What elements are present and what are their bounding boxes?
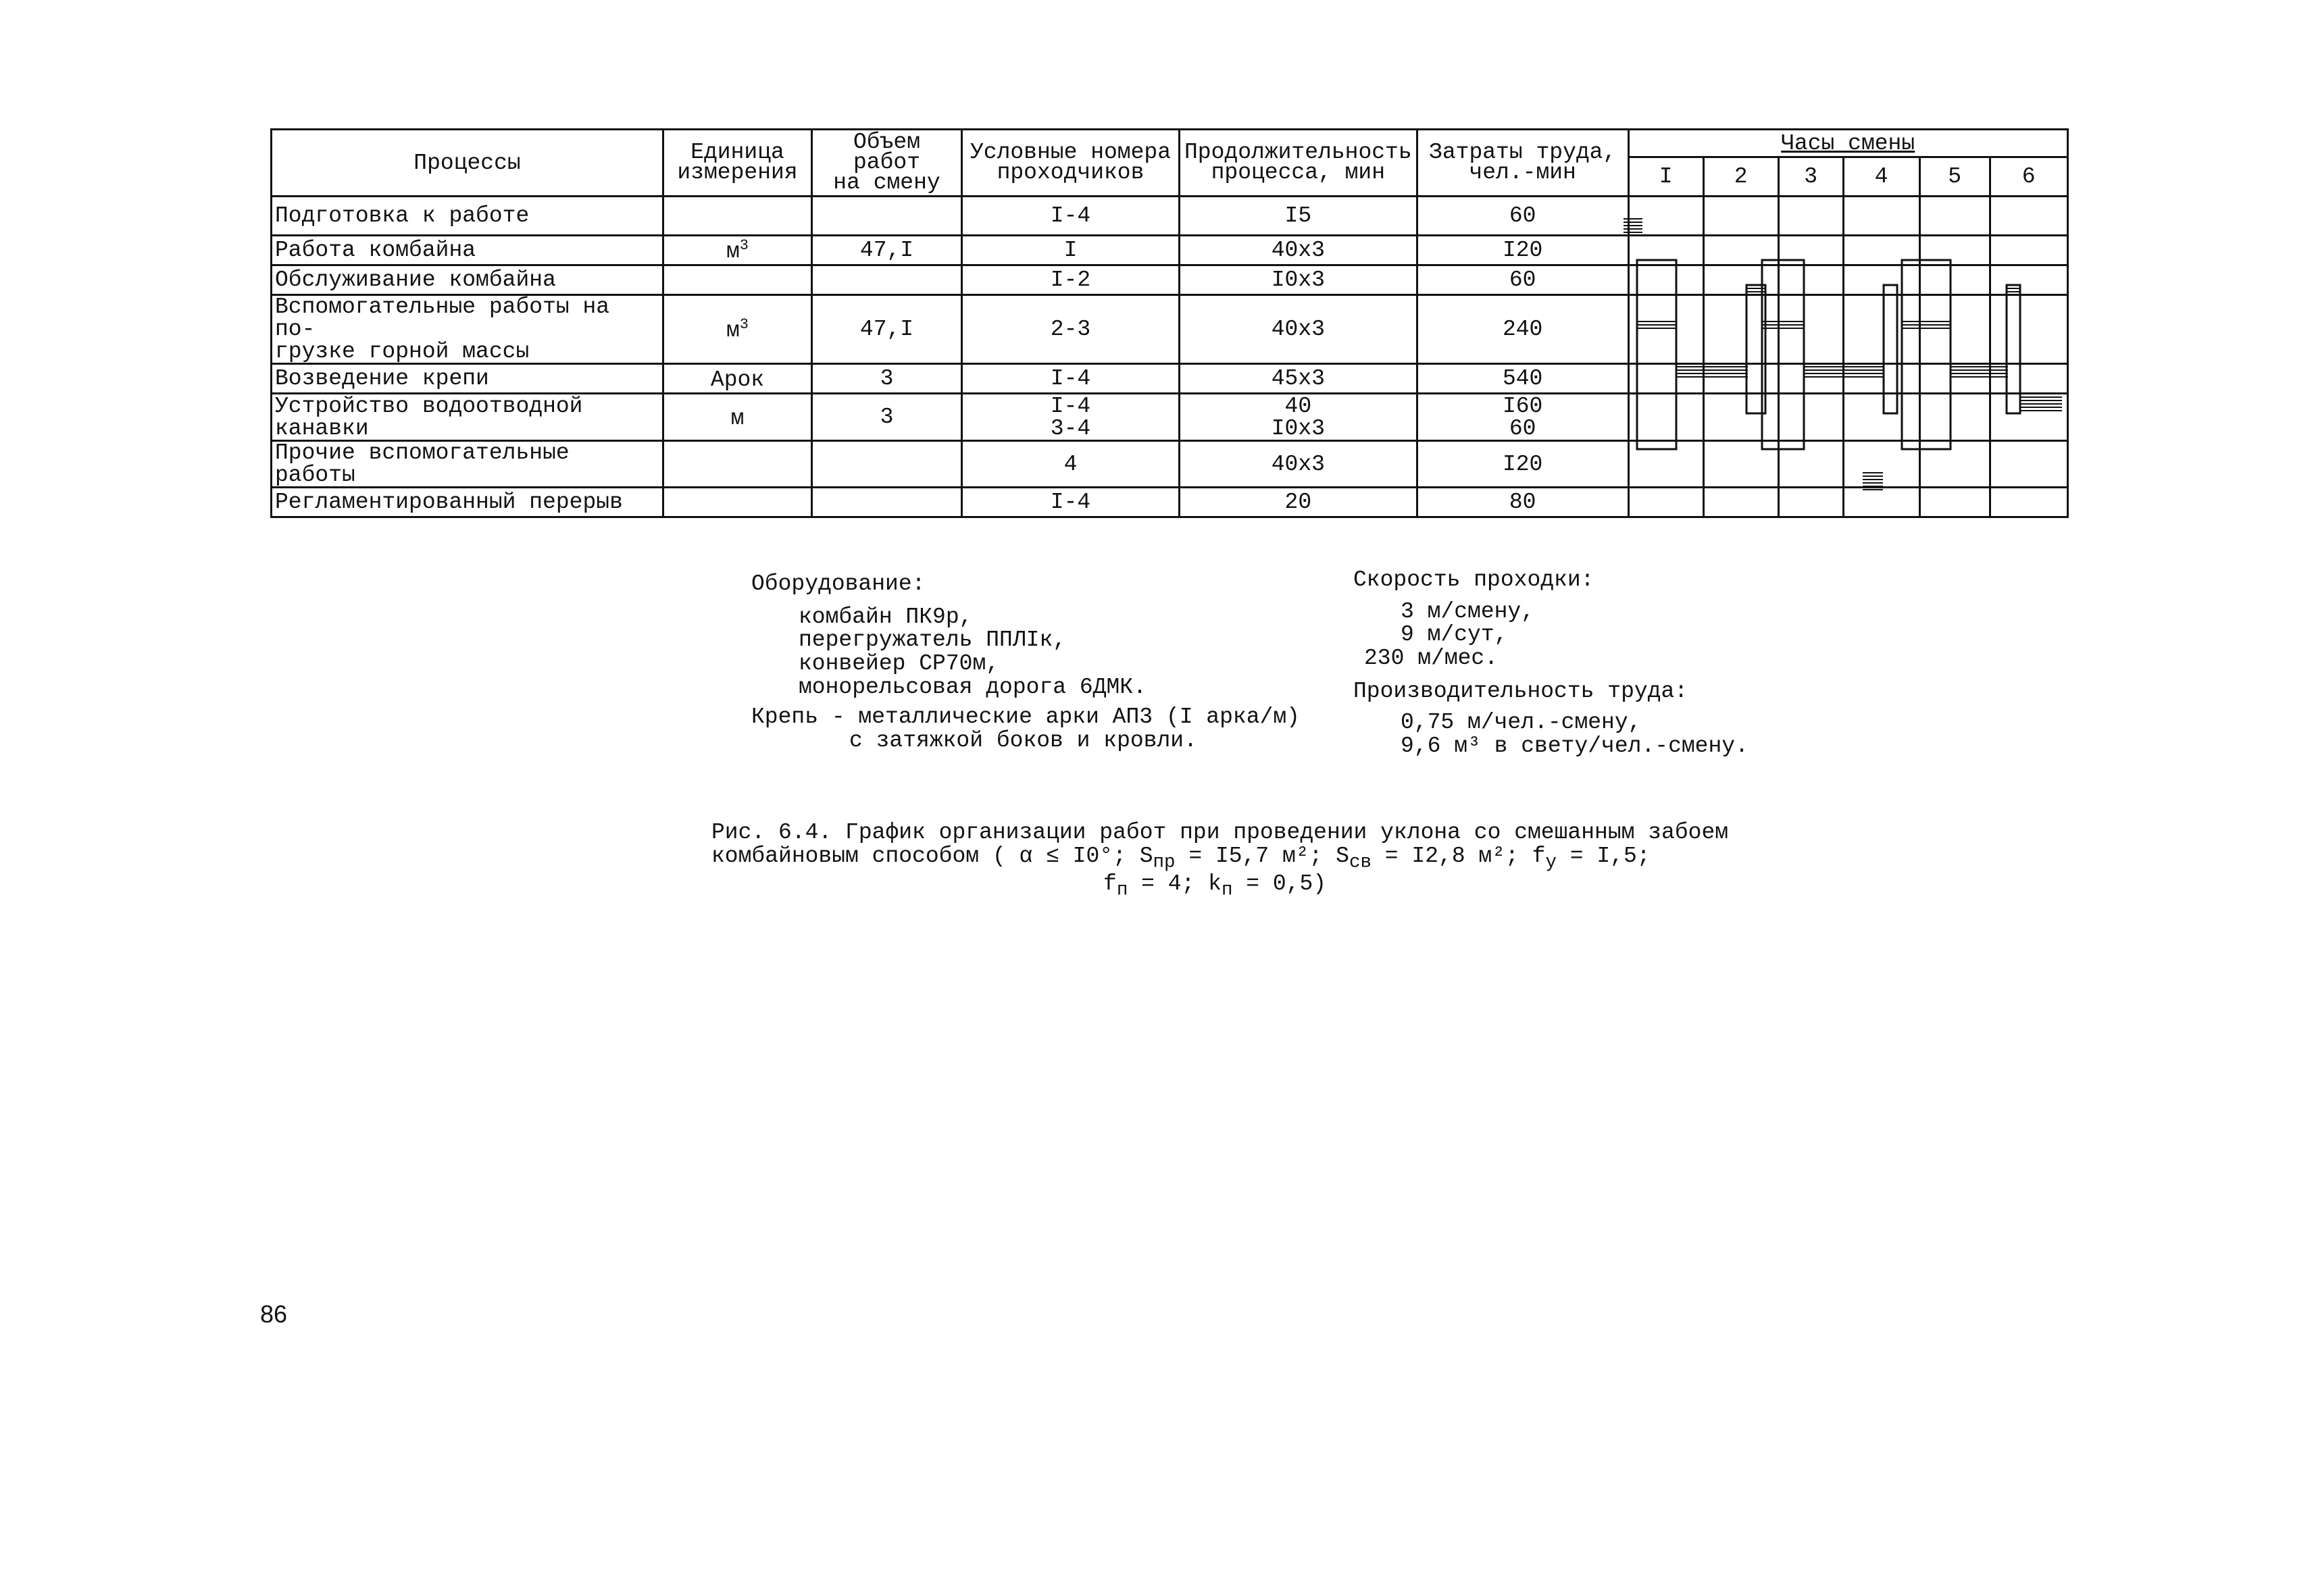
gantt-cell [1628, 394, 1703, 441]
speed-item: 3 м/смену, [1401, 598, 1535, 624]
table-row [272, 265, 2068, 295]
cell-unit [663, 394, 812, 441]
gantt-cell [1628, 265, 1703, 295]
gantt-cell [1919, 236, 1990, 265]
duration-text: I0x3 [1271, 267, 1325, 292]
cell-unit [663, 364, 812, 394]
process-text: грузке горной массы [275, 339, 530, 364]
header-hour: 5 [1919, 157, 1990, 197]
gantt-cell [1703, 441, 1778, 488]
gantt-cell [1703, 236, 1778, 265]
header-hour: 4 [1843, 157, 1919, 197]
gantt-cell [1843, 265, 1919, 295]
cell-process [272, 197, 663, 236]
cell-workers [962, 265, 1180, 295]
caption-line: комбайновым способом ( α ≤ I0°; $S_{пр} = I5,7$ м²; $S_{св} = I2,8$ м²; $f_у = I,5$; [711, 843, 1651, 873]
unit-text: м [726, 317, 740, 343]
cell-unit [663, 441, 812, 488]
workers-text: I-4 [1050, 393, 1091, 419]
cell-volume: 3 [812, 394, 962, 441]
gantt-cell [1919, 394, 1990, 441]
gantt-cell [1843, 488, 1919, 517]
gantt-cell [1778, 197, 1843, 236]
gantt-cell [1778, 265, 1843, 295]
gantt-cell [1628, 441, 1703, 488]
cell-process [272, 441, 663, 488]
cell-duration [1180, 441, 1417, 488]
duration-text: I0x3 [1271, 415, 1325, 441]
cell-duration [1180, 197, 1417, 236]
gantt-cell [1919, 441, 1990, 488]
cell-unit [663, 236, 812, 265]
process-text: Вспомогательные работы на по- [275, 294, 610, 342]
duration-text: 40x3 [1271, 317, 1325, 342]
duration-text: 40 [1284, 393, 1312, 419]
cell-labor [1417, 295, 1628, 364]
duration-text: I5 [1284, 203, 1312, 228]
table-row [272, 441, 2068, 488]
caption-line: $f_п = 4$; $k_п = 0,5$) [1103, 871, 1327, 901]
gantt-cell [1990, 394, 2067, 441]
gantt-cell [1990, 197, 2067, 236]
process-text: Обслуживание комбайна [275, 267, 556, 292]
cell-workers [962, 236, 1180, 265]
cell-unit [663, 295, 812, 364]
gantt-cell [1990, 364, 2067, 394]
gantt-cell [1778, 295, 1843, 364]
workers-text: I-4 [1050, 490, 1091, 515]
equipment-item: комбайн ПК9р, [799, 604, 973, 629]
gantt-cell [1990, 265, 2067, 295]
gantt-cell [1843, 236, 1919, 265]
speed-title: Скорость проходки: [1353, 567, 1594, 592]
workers-text: 2-3 [1050, 317, 1091, 342]
table-row [272, 295, 2068, 364]
header-hour: 3 [1778, 157, 1843, 197]
duration-text: 40x3 [1271, 451, 1325, 477]
equipment-item: конвейер СР70м, [799, 650, 1000, 676]
cell-process [272, 394, 663, 441]
gantt-cell [1919, 197, 1990, 236]
gantt-cell [1919, 265, 1990, 295]
equipment-title: Оборудование: [751, 571, 926, 596]
cell-process [272, 488, 663, 517]
labor-text: 60 [1509, 415, 1536, 441]
labor-text: I60 [1502, 393, 1543, 419]
gantt-cell [1703, 197, 1778, 236]
speed-item: 230 м/мес. [1364, 645, 1499, 671]
gantt-cell [1703, 295, 1778, 364]
cell-process [272, 295, 663, 364]
labor-text: I20 [1502, 451, 1543, 477]
table-row [272, 394, 2068, 441]
cell-volume: 47,I [812, 295, 962, 364]
cell-volume [812, 488, 962, 517]
equipment-item: монорельсовая дорога 6ДМК. [799, 674, 1147, 700]
cell-duration [1180, 265, 1417, 295]
gantt-cell [1843, 197, 1919, 236]
labor-text: 80 [1509, 490, 1536, 515]
header-duration: Продолжительность процесса, мин [1180, 130, 1417, 197]
header-hour: 2 [1703, 157, 1778, 197]
workers-text: I-4 [1050, 366, 1091, 391]
header-shift-hours: Часы смены [1628, 130, 2067, 157]
gantt-cell [1843, 394, 1919, 441]
unit-superscript: 3 [739, 236, 749, 254]
gantt-cell [1778, 441, 1843, 488]
equipment-item: перегружатель ППЛIк, [799, 627, 1067, 653]
unit-text: м [730, 405, 745, 431]
support-line: с затяжкой боков и кровли. [849, 727, 1197, 753]
header-unit: Единица измерения [663, 130, 812, 197]
process-text: Прочие вспомогательные работы [275, 440, 570, 488]
cell-labor [1417, 197, 1628, 236]
cell-unit [663, 197, 812, 236]
process-text: Регламентированный перерыв [275, 490, 623, 515]
labor-text: 60 [1509, 267, 1536, 292]
unit-text: Арок [710, 367, 765, 392]
gantt-cell [1990, 295, 2067, 364]
table-row [272, 197, 2068, 236]
cell-labor [1417, 265, 1628, 295]
gantt-cell [1843, 364, 1919, 394]
cell-process [272, 265, 663, 295]
workers-text: 4 [1063, 451, 1078, 477]
cell-workers [962, 295, 1180, 364]
cell-labor [1417, 394, 1628, 441]
cell-workers [962, 394, 1180, 441]
productivity-title: Производительность труда: [1353, 678, 1688, 704]
cell-duration [1180, 394, 1417, 441]
labor-text: 60 [1509, 203, 1536, 228]
gantt-cell [1628, 295, 1703, 364]
gantt-cell [1703, 364, 1778, 394]
cell-duration [1180, 488, 1417, 517]
gantt-cell [1843, 295, 1919, 364]
cell-volume [812, 197, 962, 236]
header-hour: I [1628, 157, 1703, 197]
gantt-cell [1628, 488, 1703, 517]
gantt-cell [1990, 441, 2067, 488]
cell-volume: 3 [812, 364, 962, 394]
caption-line: Рис. 6.4. График организации работ при проведении уклона со смешанным забоем [711, 820, 1729, 845]
process-text: Подготовка к работе [275, 203, 530, 228]
cell-unit [663, 488, 812, 517]
process-text: Устройство водоотводной канавки [275, 393, 583, 441]
labor-text: 540 [1502, 366, 1543, 391]
unit-text: м [726, 238, 740, 264]
cell-workers [962, 364, 1180, 394]
gantt-cell [1703, 394, 1778, 441]
cell-labor [1417, 441, 1628, 488]
cell-process [272, 236, 663, 265]
cell-labor [1417, 236, 1628, 265]
gantt-cell [1778, 394, 1843, 441]
cell-volume [812, 441, 962, 488]
header-labor: Затраты труда, чел.-мин [1417, 130, 1628, 197]
page-number: 86 [260, 1300, 288, 1328]
gantt-cell [1990, 488, 2067, 517]
gantt-cell [1628, 236, 1703, 265]
cell-volume [812, 265, 962, 295]
cell-workers [962, 441, 1180, 488]
cell-volume: 47,I [812, 236, 962, 265]
gantt-cell [1703, 488, 1778, 517]
table-row [272, 236, 2068, 265]
cell-duration [1180, 236, 1417, 265]
figure-caption [711, 821, 1728, 901]
duration-text: 45x3 [1271, 366, 1325, 391]
productivity-item: 9,6 м³ в свету/чел.-смену. [1401, 733, 1749, 758]
gantt-cell [1628, 197, 1703, 236]
speed-item: 9 м/сут, [1401, 622, 1508, 648]
gantt-cell [1919, 295, 1990, 364]
workers-text: I [1063, 238, 1078, 263]
header-hour: 6 [1990, 157, 2067, 197]
duration-text: 20 [1284, 490, 1312, 515]
header-workers: Условные номера проходчиков [962, 130, 1180, 197]
equipment-block [751, 573, 1300, 752]
workers-text: I-2 [1050, 267, 1091, 292]
cell-process [272, 364, 663, 394]
header-volume: Объем работ на смену [812, 130, 962, 197]
unit-superscript: 3 [739, 315, 749, 333]
workers-text: 3-4 [1050, 415, 1091, 441]
gantt-cell [1990, 236, 2067, 265]
cell-workers [962, 197, 1180, 236]
cell-workers [962, 488, 1180, 517]
labor-text: I20 [1502, 238, 1543, 263]
gantt-cell [1703, 265, 1778, 295]
cell-labor [1417, 488, 1628, 517]
cell-labor [1417, 364, 1628, 394]
process-text: Работа комбайна [275, 238, 476, 263]
gantt-cell [1778, 236, 1843, 265]
workers-text: I-4 [1050, 203, 1091, 228]
cell-unit [663, 265, 812, 295]
process-text: Возведение крепи [275, 366, 489, 391]
gantt-cell [1778, 488, 1843, 517]
productivity-item: 0,75 м/чел.-смену, [1401, 710, 1642, 736]
gantt-cell [1628, 364, 1703, 394]
gantt-cell [1919, 488, 1990, 517]
speed-block [1353, 569, 1749, 758]
cell-duration [1180, 364, 1417, 394]
work-schedule-table [270, 128, 2069, 518]
gantt-cell [1843, 441, 1919, 488]
labor-text: 240 [1502, 317, 1543, 342]
gantt-cell [1778, 364, 1843, 394]
support-line: Крепь - металлические арки АП3 (I арка/м) [751, 704, 1300, 730]
gantt-cell [1919, 364, 1990, 394]
header-process: Процессы [272, 130, 663, 197]
table-row [272, 488, 2068, 517]
cell-duration [1180, 295, 1417, 364]
duration-text: 40x3 [1271, 238, 1325, 263]
table-row [272, 364, 2068, 394]
